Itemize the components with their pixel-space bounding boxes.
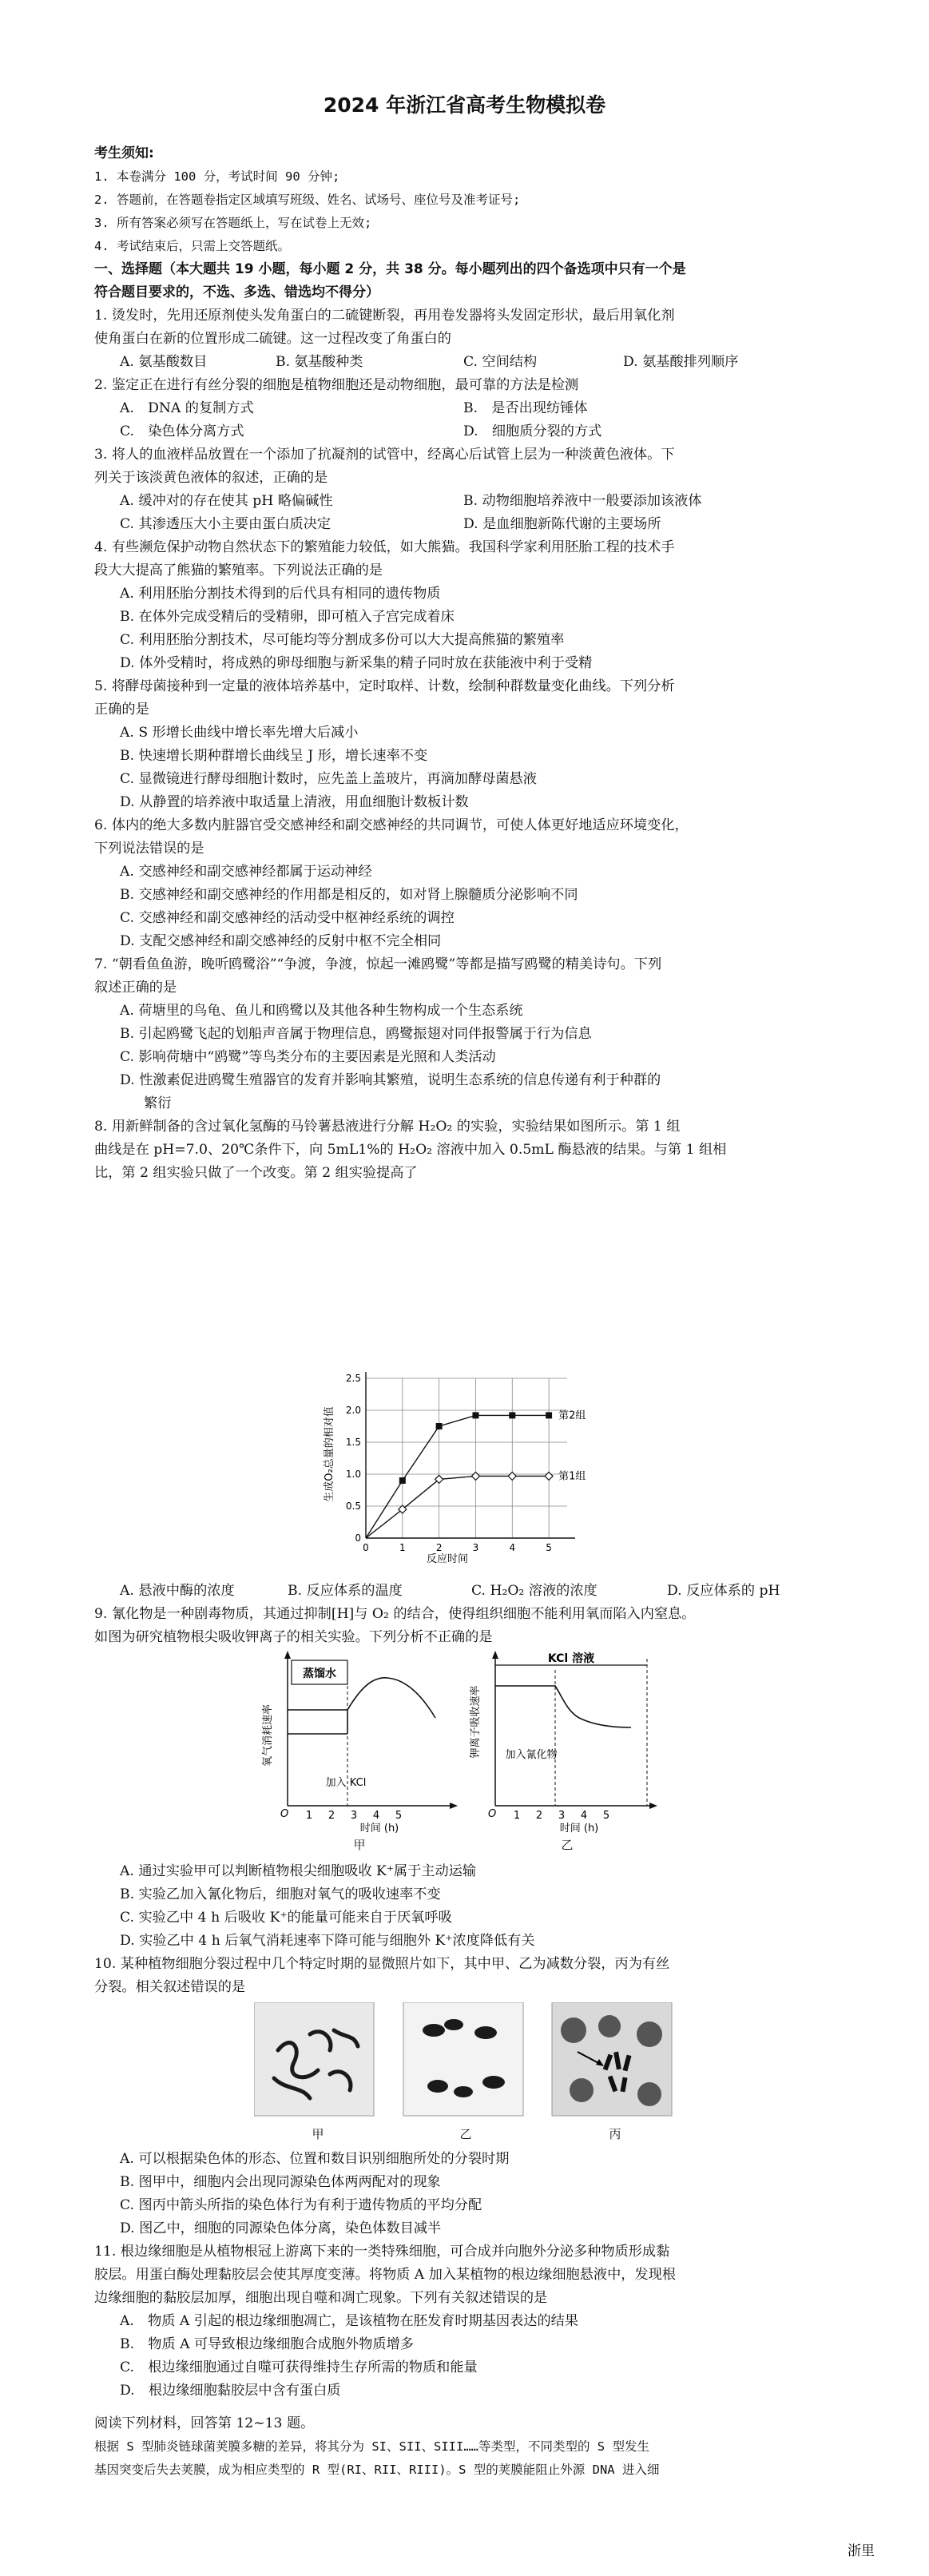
fig-b-xlabel: 时间 (h) [559,1823,599,1835]
option-a: A. 通过实验甲可以判断植物根尖细胞吸收 K⁺属于主动运输 [120,1863,477,1879]
option-c: C. 交感神经和副交感神经的活动受中枢神经系统的调控 [120,910,455,926]
chart-ticks [346,1373,552,1553]
question-stem: 7. “朝看鱼鱼游，晚听鸥鹭浴”“争渡，争渡，惊起一滩鸥鹭”等都是描写鸥鹭的精美诗句。下列 [94,956,662,972]
option-c: C. 显微镜进行酵母细胞计数时，应先盖上盖玻片，再滴加酵母菌悬液 [120,771,537,787]
option-a: A. 利用胚胎分割技术得到的后代具有相同的遗传物质 [120,586,441,602]
mid-text-block [94,1580,841,1649]
data-point-diamond [545,1472,553,1480]
fig-b-xtick: 5 [602,1810,610,1822]
option-b: B. 交感神经和副交感神经的作用都是相反的，如对肾上腺髓质分泌影响不同 [120,887,578,903]
fig-a-xtick: 5 [395,1810,403,1822]
question-stem: 3. 将人的血液样品放置在一个添加了抗凝剂的试管中，经离心后试管上层为一种淡黄色液体。下 [94,447,675,463]
fig-b-xtick: 3 [558,1810,566,1822]
fig-a-box-label: 蒸馏水 [303,1668,336,1680]
option-d: D. 实验乙中 4 h 后氧气消耗速率下降可能与细胞外 K⁺浓度降低有关 [120,1933,535,1949]
question-stem: 列关于该淡黄色液体的叙述，正确的是 [94,470,328,486]
question-stem: 11. 根边缘细胞是从植物根冠上游离下来的一类特殊细胞，可合成并向胞外分泌多种物质形成黏 [94,2244,670,2260]
question-stem: 8. 用新鲜制备的含过氧化氢酶的马铃薯悬液进行分解 H₂O₂ 的实验，实验结果如图所示。第 1 组 [94,1119,681,1135]
x-tick-label: 3 [472,1542,479,1553]
q8-chart [304,1362,639,1570]
micrograph-caption: 丙 [609,2127,621,2141]
option-a: A. 可以根据染色体的形态、位置和数目识别细胞所处的分裂时期 [120,2151,510,2167]
option-d: D. 从静置的培养液中取适量上清液，用血细胞计数板计数 [120,794,469,810]
fig-b-origin: O [488,1808,497,1820]
option-b: B. 实验乙加入氰化物后，细胞对氧气的吸收速率不变 [120,1886,441,1902]
micrograph-caption: 乙 [459,2127,472,2141]
fig-a-xtick: 4 [372,1810,380,1822]
option-row [94,351,841,374]
option-c: C. 实验乙中 4 h 后吸收 K⁺的能量可能来自于厌氧呼吸 [120,1910,452,1926]
data-point-square [546,1412,552,1418]
fig-a-xtick: 3 [350,1810,358,1822]
question-stem: 1. 烫发时，先用还原剂使头发角蛋白的二硫键断裂，再用卷发器将头发固定形状，最后用氧化剂 [94,308,675,324]
fig-b-caption: 乙 [561,1838,574,1852]
notice-item: 4. 考试结束后，只需上交答题纸。 [94,239,290,253]
question-stem: 正确的是 [94,702,149,718]
option-a: A. 荷塘里的鸟龟、鱼儿和鸥鹭以及其他各种生物构成一个生态系统 [120,1003,523,1019]
option-c: C. 图丙中箭头所指的染色体行为有利于遗传物质的平均分配 [120,2197,482,2213]
x-tick-label: 0 [363,1542,369,1553]
reading-intro: 阅读下列材料，回答第 12~13 题。 [94,2415,315,2431]
option-row [94,1580,841,1603]
chart-ylabel: 生成O₂总量的相对值 [324,1406,335,1502]
page-title: 2024 年浙江省高考生物模拟卷 [323,93,606,117]
question-stem: 9. 氰化物是一种剧毒物质，其通过抑制[H]与 O₂ 的结合，使得组织细胞不能利用氧而陷入内窒息。 [94,1606,696,1622]
question-stem: 10. 某种植物细胞分裂过程中几个特定时期的显微照片如下，其中甲、乙为减数分裂，丙为有丝 [94,1956,670,1972]
fig-b-box-label: KCl 溶液 [547,1652,595,1665]
section-heading: 符合题目要求的，不选、多选、错选均不得分） [94,284,379,300]
option-b: B. 引起鸥鹭飞起的划船声音属于物理信息，鸥鹭振翅对同伴报警属于行为信息 [120,1026,592,1042]
option-a: A. 悬液中酶的浓度 [120,1583,235,1599]
option-d: D. 氨基酸排列顺序 [623,354,739,370]
fig-b-xtick: 1 [513,1810,521,1822]
bottom-text-block [94,2148,841,2482]
y-tick-label: 0 [355,1532,361,1544]
fig-b-xtick: 2 [535,1810,543,1822]
question-stem: 比，第 2 组实验只做了一个改变。第 2 组实验提高了 [94,1165,418,1181]
question-stem: 叙述正确的是 [94,980,177,996]
option-d: D. 图乙中，细胞的同源染色体分离，染色体数目减半 [120,2220,442,2236]
option-row [94,513,841,536]
question-stem: 分裂。相关叙述错误的是 [94,1979,246,1995]
fig-b-xtick: 4 [580,1810,588,1822]
option-d: D. 支配交感神经和副交感神经的反射中枢不完全相同 [120,933,442,949]
option-c: C. 空间结构 [463,354,538,370]
option-a: A. DNA 的复制方式 [120,400,254,416]
option-c: C. H₂O₂ 溶液的浓度 [471,1583,597,1599]
q9-options-block [94,1860,841,1999]
option-d: D. 根边缘细胞黏胶层中含有蛋白质 [120,2383,341,2399]
x-tick-label: 4 [509,1542,516,1553]
series-label: 第2组 [558,1409,586,1422]
question-stem: 曲线是在 pH=7.0、20℃条件下，向 5mL1%的 H₂O₂ 溶液中加入 0.5mL 酶悬液的结果。与第 1 组相 [94,1142,727,1158]
top-text-block [94,142,841,1185]
option-c: C. 利用胚胎分割技术，尽可能均等分割成多份可以大大提高熊猫的繁殖率 [120,632,565,648]
option-b: B. 是否出现纺锤体 [463,400,588,416]
micrograph-b [403,2002,523,2116]
x-tick-label: 2 [435,1542,443,1553]
micrograph-a [254,2002,374,2116]
y-tick-label: 2.5 [345,1373,361,1384]
x-tick-label: 5 [546,1542,552,1553]
data-point-diamond [508,1472,516,1480]
notice-item: 2. 答题前，在答题卷指定区域填写班级、姓名、试场号、座位号及准考证号; [94,193,521,207]
data-point-square [436,1423,443,1429]
fig-a-ylabel: 氧气消耗速率 [262,1703,274,1767]
y-tick-label: 0.5 [345,1501,361,1512]
option-c: C. 染色体分离方式 [120,423,244,439]
y-tick-label: 1.5 [345,1437,361,1448]
option-row [94,397,841,420]
option-b: B. 快速增长期种群增长曲线呈 J 形，增长速率不变 [120,748,428,764]
micrograph-caption: 甲 [312,2127,324,2141]
fig-a-xtick: 2 [328,1810,335,1822]
option-d-cont: 繁衍 [144,1095,172,1111]
series-line [366,1476,549,1538]
notice-heading: 考生须知: [94,145,154,161]
question-stem: 边缘细胞的黏胶层加厚，细胞出现自噬和凋亡现象。下列有关叙述错误的是 [94,2290,548,2306]
option-d: D. 是血细胞新陈代谢的主要场所 [463,516,661,532]
data-point-square [509,1412,515,1418]
notice-item: 1. 本卷满分 100 分，考试时间 90 分钟; [94,169,340,184]
series-line [366,1415,549,1538]
option-d: D. 细胞质分裂的方式 [463,423,602,439]
series-label: 第1组 [558,1470,586,1483]
question-stem: 使角蛋白在新的位置形成二硫键。这一过程改变了角蛋白的 [94,331,451,347]
question-stem: 段大大提高了熊猫的繁殖率。下列说法正确的是 [94,563,383,578]
fig-a-xlabel: 时间 (h) [359,1823,399,1835]
q10-micrographs [254,2002,673,2118]
notice-item: 3. 所有答案必须写在答题纸上，写在试卷上无效; [94,216,372,230]
option-a: A. 缓冲对的存在使其 pH 略偏碱性 [120,493,333,509]
option-a: A. S 形增长曲线中增长率先增大后减小 [120,725,359,741]
option-b: B. 物质 A 可导致根边缘细胞合成胞外物质增多 [120,2336,414,2352]
fig-a-caption: 甲 [353,1838,366,1852]
option-row [94,490,841,513]
option-a: A. 交感神经和副交感神经都属于运动神经 [120,864,372,880]
data-point-diamond [471,1472,479,1480]
fig-b-add-label: 加入氰化物 [505,1749,558,1761]
question-stem: 2. 鉴定正在进行有丝分裂的细胞是植物细胞还是动物细胞，最可靠的方法是检测 [94,377,579,393]
option-b: B. 图甲中，细胞内会出现同源染色体两两配对的现象 [120,2174,441,2190]
option-c: C. 根边缘细胞通过自噬可获得维持生存所需的物质和能量 [120,2359,478,2375]
section-heading: 一、选择题（本大题共 19 小题，每小题 2 分，共 38 分。每小题列出的四个备选项中只有一个是 [94,261,686,277]
option-b: B. 动物细胞培养液中一般要添加该液体 [463,493,702,509]
option-row [94,420,841,443]
question-stem: 胶层。用蛋白酶处理黏胶层会使其厚度变薄。将物质 A 加入某植物的根边缘细胞悬液中，发现根 [94,2267,677,2283]
reading-line: 基因突变后失去荚膜，成为相应类型的 R 型(RI、RII、RIII)。S 型的荚膜能阻止外源 DNA 进入细 [94,2463,660,2477]
option-d: D. 性激素促进鸥鹭生殖器官的发育并影响其繁殖，说明生态系统的信息传递有利于种群的 [120,1072,661,1088]
footer-mark: 浙里 [848,2543,875,2559]
option-b: B. 在体外完成受精后的受精卵，即可植入子宫完成着床 [120,609,455,625]
option-c: C. 其渗透压大小主要由蛋白质决定 [120,516,332,532]
fig-b-ylabel: 钾离子吸收速率 [470,1685,482,1759]
fig-a-origin: O [280,1808,289,1820]
y-tick-label: 2.0 [345,1405,361,1416]
option-d: D. 反应体系的 pH [667,1583,780,1599]
question-stem: 下列说法错误的是 [94,841,204,857]
chart-xlabel: 反应时间 [426,1553,469,1565]
option-b: B. 反应体系的温度 [288,1583,403,1599]
option-b: B. 氨基酸种类 [276,354,363,370]
x-tick-label: 1 [399,1542,406,1553]
q9-figure-b [467,1646,667,1838]
y-tick-label: 1.0 [345,1469,361,1480]
question-stem: 4. 有些濒危保护动物自然状态下的繁殖能力较低，如大熊猫。我国科学家利用胚胎工程的技术手 [94,539,675,555]
fig-a-xtick: 1 [305,1810,313,1822]
question-stem: 如图为研究植物根尖吸收钾离子的相关实验。下列分析不正确的是 [94,1629,493,1645]
q9-figure-a [260,1646,467,1838]
data-point-square [399,1477,406,1484]
question-stem: 6. 体内的绝大多数内脏器官受交感神经和副交感神经的共同调节，可使人体更好地适应环境变化， [94,817,689,833]
reading-line: 根据 S 型肺炎链球菌荚膜多糖的差异，将其分为 SI、SII、SIII……等类型，不同类型的 S 型发生 [94,2439,649,2454]
option-a: A. 氨基酸数目 [120,354,208,370]
option-c: C. 影响荷塘中“鸥鹭”等鸟类分布的主要因素是光照和人类活动 [120,1049,496,1065]
fig-a-add-label: 加入 KCl [325,1777,367,1789]
option-a: A. 物质 A 引起的根边缘细胞凋亡，是该植物在胚发育时期基因表达的结果 [120,2313,579,2329]
option-d: D. 体外受精时，将成熟的卵母细胞与新采集的精子同时放在获能液中利于受精 [120,655,593,671]
data-point-square [472,1412,478,1418]
question-stem: 5. 将酵母菌接种到一定量的液体培养基中，定时取样、计数，绘制种群数量变化曲线。下列分析 [94,678,675,694]
